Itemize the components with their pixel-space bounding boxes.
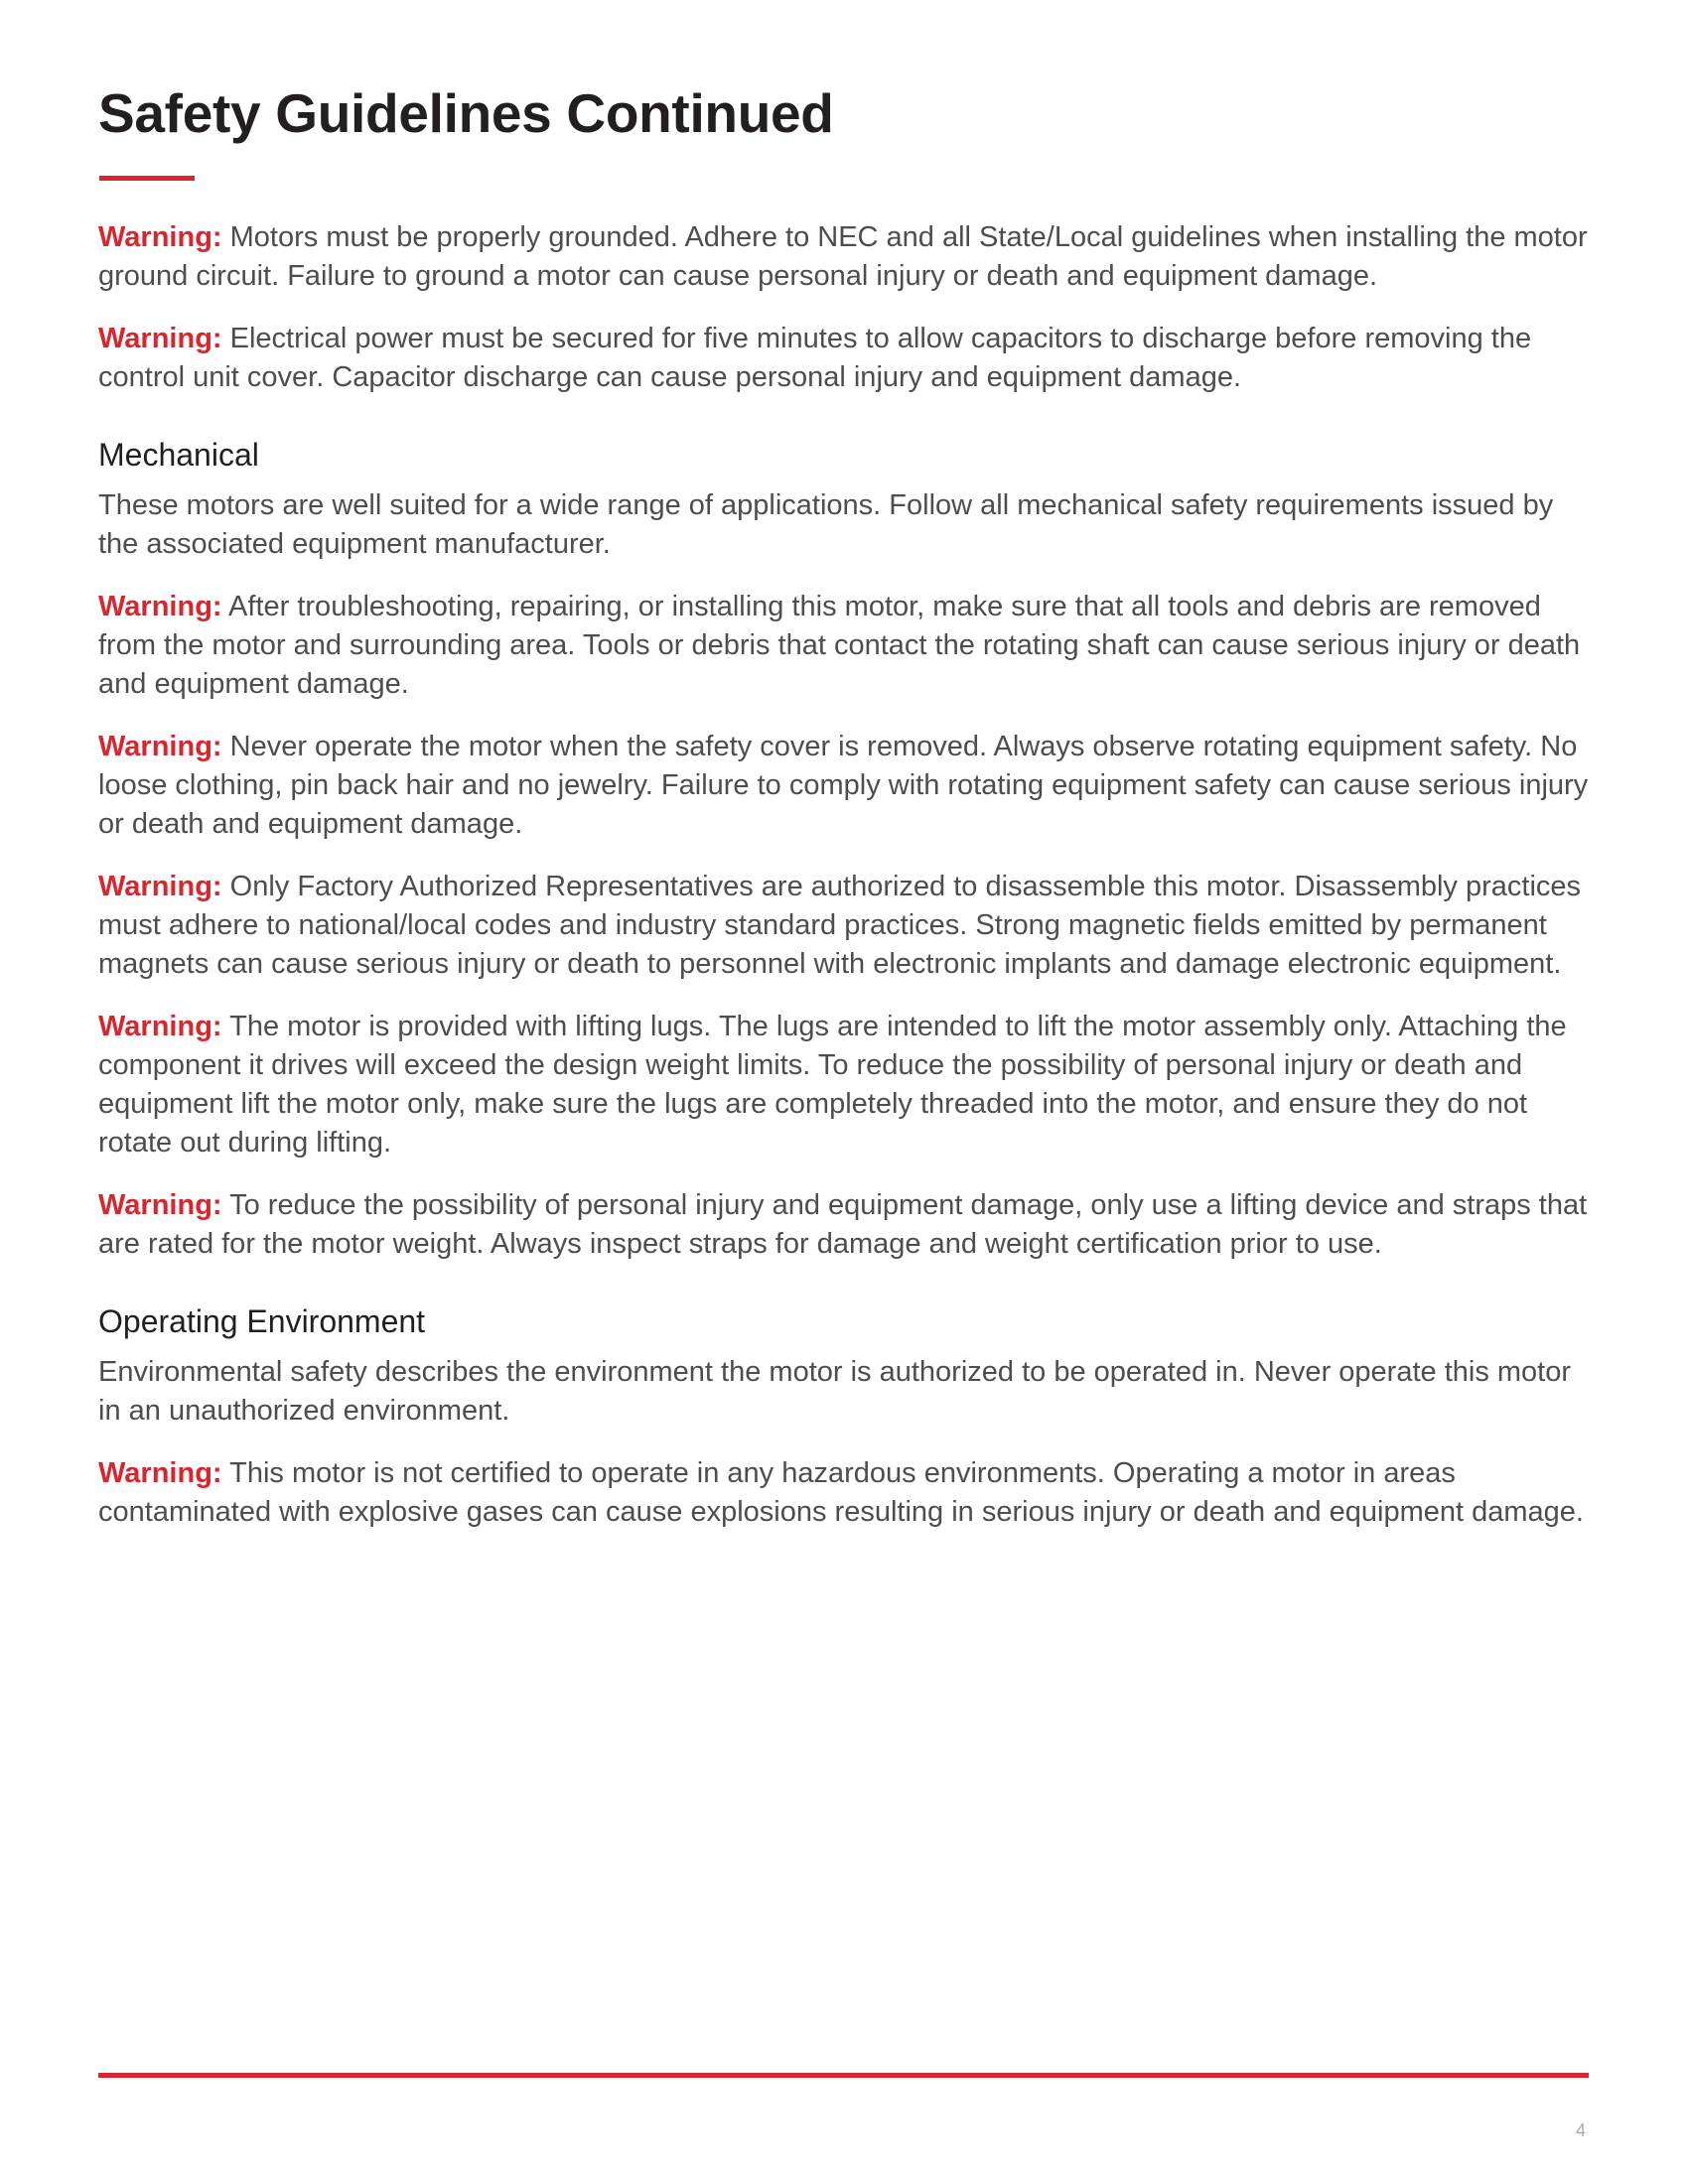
warning-label: Warning: [98,1189,222,1221]
warning-paragraph-grounding [98,218,1598,296]
page-number: 4 [1575,2120,1586,2140]
warning-paragraph-lifting-straps [98,1186,1598,1264]
warning-text: This motor is not certified to operate in any hazardous environments. Operating a motor in areas contaminated with explosive gases can cause explosions resulting in serious injury or death and equipment damage. [98,1457,1584,1528]
warning-label: Warning: [98,591,222,622]
title-underline [99,176,195,181]
warning-label: Warning: [98,1011,222,1042]
warning-text: Never operate the motor when the safety cover is removed. Always observe rotating equipment safety. No loose clothing, pin back hair and no jewelry. Failure to comply with rotating equipment safety can cause serious injury or death and equipment damage. [98,731,1589,840]
warning-label: Warning: [98,1457,222,1489]
warning-text: Only Factory Authorized Representatives are authorized to disassemble this motor. Disassembly practices must adhere to national/local codes and industry standard practices. Strong magnetic fields emitted by permanent magnets can cause serious injury or death to personnel with electronic implants and damage electronic equipment. [98,871,1582,980]
warning-text: After troubleshooting, repairing, or installing this motor, make sure that all tools and debris are removed from the motor and surrounding area. Tools or debris that contact the rotating shaft can cause serious injury or death and equipment damage. [98,591,1581,700]
warning-paragraph-lifting-lugs [98,1008,1598,1162]
warning-paragraph-disassembly [98,868,1598,984]
warning-text: To reduce the possibility of personal injury and equipment damage, only use a lifting device and straps that are rated for the motor weight. Always inspect straps for damage and weight certification prior to use. [98,1189,1588,1260]
footer-rule [98,2073,1589,2078]
warning-label: Warning: [98,731,222,762]
warning-text: Electrical power must be secured for five minutes to allow capacitors to discharge before removing the control unit cover. Capacitor discharge can cause personal injury and equipment damage. [98,323,1532,393]
section-heading-operating-environment: Operating Environment [98,1303,426,1339]
section-heading-mechanical: Mechanical [98,437,259,473]
warning-paragraph-safety-cover [98,728,1598,844]
environment-intro: Environmental safety describes the environment the motor is authorized to be operated in. Never operate this motor in an unauthorized environment. [98,1356,1572,1427]
warning-label: Warning: [98,221,222,253]
warning-label: Warning: [98,323,222,354]
warning-text: The motor is provided with lifting lugs. The lugs are intended to lift the motor assembly only. Attaching the component it drives will exceed the design weight limits. To reduce the possibility of personal injury or death and equipment lift the motor only, make sure the lugs are completely threaded into the motor, and ensure they do not rotate out during lifting. [98,1011,1567,1159]
warning-paragraph-hazardous [98,1454,1598,1532]
warning-label: Warning: [98,871,222,902]
document-body [98,218,1598,1556]
warning-paragraph-capacitor [98,320,1598,397]
warning-paragraph-debris [98,588,1598,704]
warning-text: Motors must be properly grounded. Adhere to NEC and all State/Local guidelines when installing the motor ground circuit. Failure to ground a motor can cause personal injury or death and equipment damage. [98,221,1588,292]
page-title: Safety Guidelines Continued [98,82,834,144]
mechanical-intro: These motors are well suited for a wide range of applications. Follow all mechanical safety requirements issued by the associated equipment manufacturer. [98,489,1554,560]
